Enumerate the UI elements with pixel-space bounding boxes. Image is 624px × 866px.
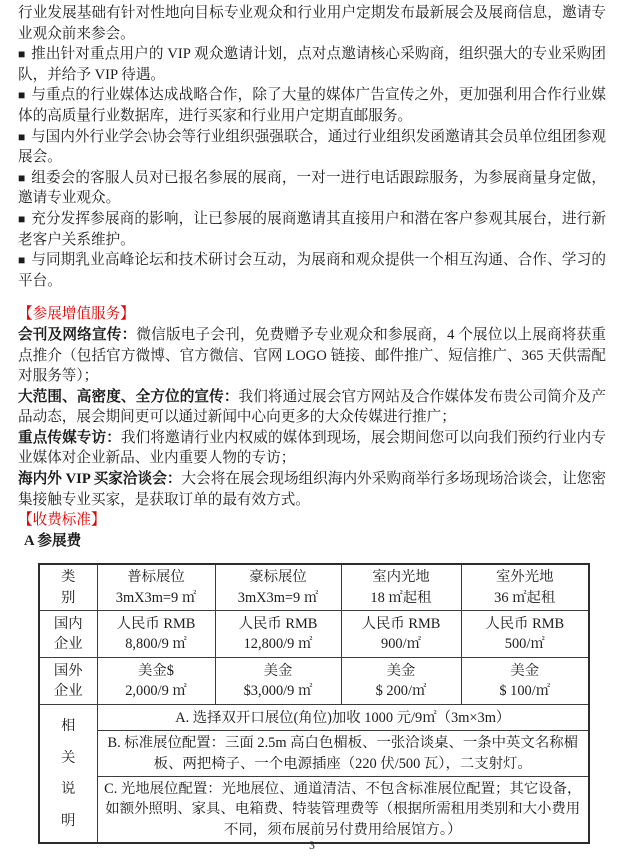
bullet-text: 与同期乳业高峰论坛和技术研讨会互动，为展商和观众提供一个相互沟通、合作、学习的平台。 (18, 252, 606, 289)
service-item-text: 大会将在展会现场组织海内外采购商举行多场现场洽谈会，让您密集接触专业买家，是获取订单的最有效方式。 (18, 471, 606, 508)
column-spec: 3mX3m=9 ㎡ (237, 589, 319, 606)
price-currency: 人民币 RMB (485, 615, 565, 632)
table-row-note-a (39, 705, 589, 731)
service-item (18, 428, 606, 469)
service-item-text: 我们将邀请行业内权威的媒体到现场，展会期间您可以向我们预约行业内专业媒体对企业新品、业内重要人物的专访； (18, 429, 606, 467)
bullet-square-icon: ■ (18, 211, 28, 226)
section-heading-value-added-services: 【参展增值服务】 (18, 306, 135, 323)
price-amount: $ 200/㎡ (375, 683, 427, 700)
service-item-label: 重点传媒专访： (18, 429, 121, 446)
price-currency: 美金 (510, 662, 540, 679)
row-label-domestic (39, 611, 97, 658)
column-spec: 36 ㎡起租 (494, 589, 556, 606)
price-cell (461, 611, 589, 658)
bullet-text: 推出针对重点用户的 VIP 观众邀请计划，点对点邀请核心采购商，组织强大的专业采购团队，并给予 VIP 待遇。 (18, 46, 607, 83)
price-cell (215, 658, 341, 705)
bullet-text: 与国内外行业学会\协会等行业组织强强联合，通过行业组织发函邀请其会员单位组团参观展会。 (18, 128, 606, 166)
note-text-a: A. 选择双开口展位(角位)加收 1000 元/9㎡（3m×3m） (97, 705, 589, 731)
column-header-outdoor-space (461, 564, 589, 610)
note-text-b: B. 标准展位配置：三面 2.5m 高白色楣板、一张洽谈桌、一条中英文名称楣板、两把椅子、一个电源插座（220 伏/500 瓦），二支射灯。 (97, 731, 589, 777)
continued-paragraph: 行业发展基础有针对性地向目标专业观众和行业用户定期发布最新展会及展商信息，邀请专业观众前来参会。 (18, 5, 606, 42)
price-cell (341, 611, 461, 658)
price-currency: 人民币 RMB (238, 615, 318, 632)
column-name: 普标展位 (127, 569, 185, 586)
column-header-standard-booth (97, 564, 215, 610)
price-currency: 美金$ (138, 662, 174, 679)
exhibition-fee-table (38, 563, 590, 844)
bullet-square-icon: ■ (18, 170, 28, 185)
notes-label-char: 相 (61, 718, 76, 735)
bullet-square-icon: ■ (18, 253, 28, 268)
row-label-line: 国内 (53, 615, 83, 632)
table-row-foreign (39, 658, 589, 705)
service-item-text: 微信版电子会刊，免费赠予专业观众和参展商，4 个展位以上展商将获重点推介（包括官方微博、官方微信、官网 LOGO 链接、邮件推广、短信推广、365 天供需配对服务等）； (18, 326, 606, 385)
bullet-square-icon: ■ (18, 88, 28, 103)
bullet-item (18, 44, 606, 85)
column-spec: 3mX3m=9 ㎡ (115, 589, 197, 606)
table-row-domestic (39, 611, 589, 658)
column-header-deluxe-booth (215, 564, 341, 610)
table-row-note-c (39, 777, 589, 844)
document-body (18, 3, 606, 844)
fees-subtitle: A 参展费 (24, 532, 82, 549)
notes-label-char: 明 (61, 812, 76, 829)
price-amount: $ 100/㎡ (499, 683, 551, 700)
notes-label-char: 关 (61, 749, 76, 766)
notes-label-cell (39, 705, 97, 844)
price-amount: 2,000/9 ㎡ (125, 683, 187, 700)
price-cell (341, 658, 461, 705)
price-cell (97, 611, 215, 658)
table-corner-label (39, 564, 97, 610)
price-amount: 8,800/9 ㎡ (125, 636, 187, 653)
bullet-square-icon: ■ (18, 129, 28, 144)
bullet-item (18, 85, 606, 126)
row-label-line: 企业 (53, 636, 83, 653)
row-label-line: 企业 (53, 683, 83, 700)
price-currency: 美金 (386, 662, 416, 679)
service-item (18, 469, 606, 510)
price-cell (461, 658, 589, 705)
table-row-note-b (39, 731, 589, 777)
column-name: 豪标展位 (249, 569, 307, 586)
service-item (18, 325, 606, 387)
section-heading-fees: 【收费标准】 (18, 512, 106, 529)
page-number: 3 (309, 840, 315, 852)
price-amount: $3,000/9 ㎡ (243, 683, 313, 700)
column-spec: 18 ㎡起租 (370, 589, 432, 606)
service-item-label: 大范围、高密度、全方位的宣传： (18, 388, 239, 405)
price-cell (97, 658, 215, 705)
service-item-label: 海内外 VIP 买家洽谈会： (18, 471, 182, 488)
service-item-text: 我们将通过展会官方网站及合作媒体发布贵公司简介及产品动态，展会期间更可以通过新闻中心向更多的大众传媒进行推广； (18, 388, 606, 426)
bullet-text: 组委会的客服人员对已报名参展的展商，一对一进行电话跟踪服务，为参展商量身定做，邀请专业观众。 (18, 169, 606, 207)
service-item (18, 387, 606, 428)
bullet-item (18, 250, 606, 291)
price-cell (215, 611, 341, 658)
price-amount: 900/㎡ (381, 636, 421, 653)
notes-label (45, 711, 92, 837)
price-currency: 人民币 RMB (361, 615, 441, 632)
bullet-item (18, 168, 606, 209)
service-item-label: 会刊及网络宣传： (18, 326, 137, 343)
bullet-item (18, 127, 606, 168)
price-currency: 人民币 RMB (116, 615, 196, 632)
note-text-c: C. 光地展位配置：光地展位、通道清洁、不包含标准展位配置；其它设备，如额外照明、家具、电箱费、特装管理费等（根据所需租用类别和大小费用不同，须布展前另付费用给展馆方。） (97, 777, 589, 844)
price-amount: 500/㎡ (504, 636, 545, 653)
column-name: 室外光地 (495, 569, 554, 586)
price-currency: 美金 (263, 662, 293, 679)
row-label-foreign (39, 658, 97, 705)
notes-label-char: 说 (61, 781, 76, 798)
column-name: 室内光地 (372, 569, 430, 586)
table-header-row (39, 564, 589, 610)
bullet-item (18, 209, 606, 250)
price-amount: 12,800/9 ㎡ (243, 636, 313, 653)
bullet-text: 与重点的行业媒体达成战略合作，除了大量的媒体广告宣传之外，更加强利用合作行业媒体的高质量行业数据库，进行买家和行业用户定期直邮服务。 (18, 87, 606, 124)
bullet-text: 充分发挥参展商的影响，让已参展的展商邀请其直接用户和潜在客户参观其展台，进行新老客户关系维护。 (18, 210, 606, 248)
column-header-indoor-space (341, 564, 461, 610)
row-label-line: 国外 (53, 662, 83, 679)
corner-label-line: 别 (61, 589, 76, 606)
corner-label-line: 类 (61, 569, 76, 586)
bullet-square-icon: ■ (18, 47, 28, 62)
